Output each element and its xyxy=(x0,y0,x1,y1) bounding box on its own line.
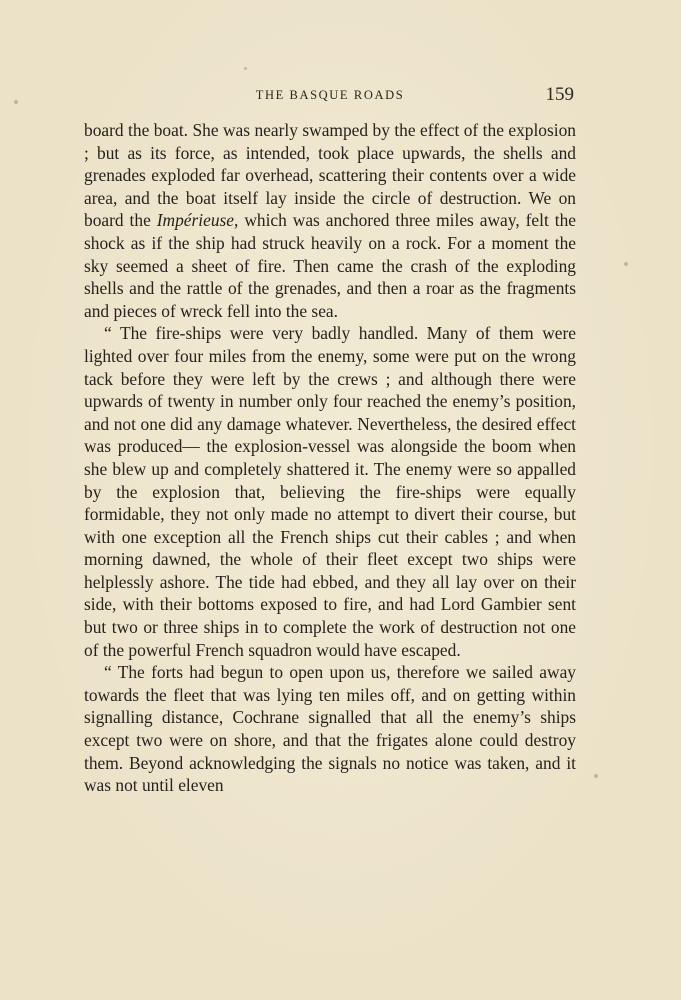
page-number: 159 xyxy=(545,84,574,105)
paragraph-1-text-b: , which was anchored three miles away, felt the shock as if the ship had struck heavily on a rock. For a moment the sky seemed a sheet of fire. Then came the crash of the exploding shells and the rattle of the grenades, and then a roar as the fragments and pieces of wreck fell into the sea. xyxy=(84,210,576,321)
paper-speck xyxy=(244,67,247,70)
paragraph-3: “ The forts had begun to open upon us, therefore we sailed away towards the fleet that was lying ten miles off, and on getting within signalling distance, Cochrane signalled that all the enemy’s ships except two were on shore, and that the frigates alone could destroy them. Beyond acknowledging the signals no notice was taken, and it was not until eleven xyxy=(84,662,576,796)
paragraph-1-text-a: board the boat. She was nearly swamped by the effect of the explosion ; but as its force, as intended, took place upwards, the shells and grenades exploded far overhead, scattering their contents over a wide area, and the boat itself lay inside the circle of destruction. We on board the xyxy=(84,120,576,231)
paper-speck xyxy=(624,262,628,266)
paper-speck xyxy=(14,100,18,104)
body-text xyxy=(84,119,576,797)
paragraph-1 xyxy=(84,119,576,322)
paragraph-2: “ The fire-ships were very badly handled. Many of them were lighted over four miles from the enemy, some were put on the wrong tack before they were left by the crews ; and although there were upwards of twenty in number only four reached the enemy’s position, and not one did any damage whatever. Nevertheless, the desired effect was produced— the explosion-vessel was alongside the boom when she blew up and completely shattered it. The enemy were so appalled by the explosion that, believing the fire-ships were equally formidable, they not only made no attempt to divert their course, but with one exception all the French ships cut their cables ; and when morning dawned, the whole of their fleet except two ships were helplessly ashore. The tide had ebbed, and they all lay over on their side, with their bottoms exposed to fire, and had Lord Gambier sent but two or three ships in to complete the work of destruction not one of the powerful French squadron would have escaped. xyxy=(84,323,576,660)
paper-speck xyxy=(594,774,598,778)
running-head: THE BASQUE ROADS xyxy=(255,88,405,102)
ship-name: Impérieuse xyxy=(156,210,235,231)
page-header xyxy=(84,84,576,108)
